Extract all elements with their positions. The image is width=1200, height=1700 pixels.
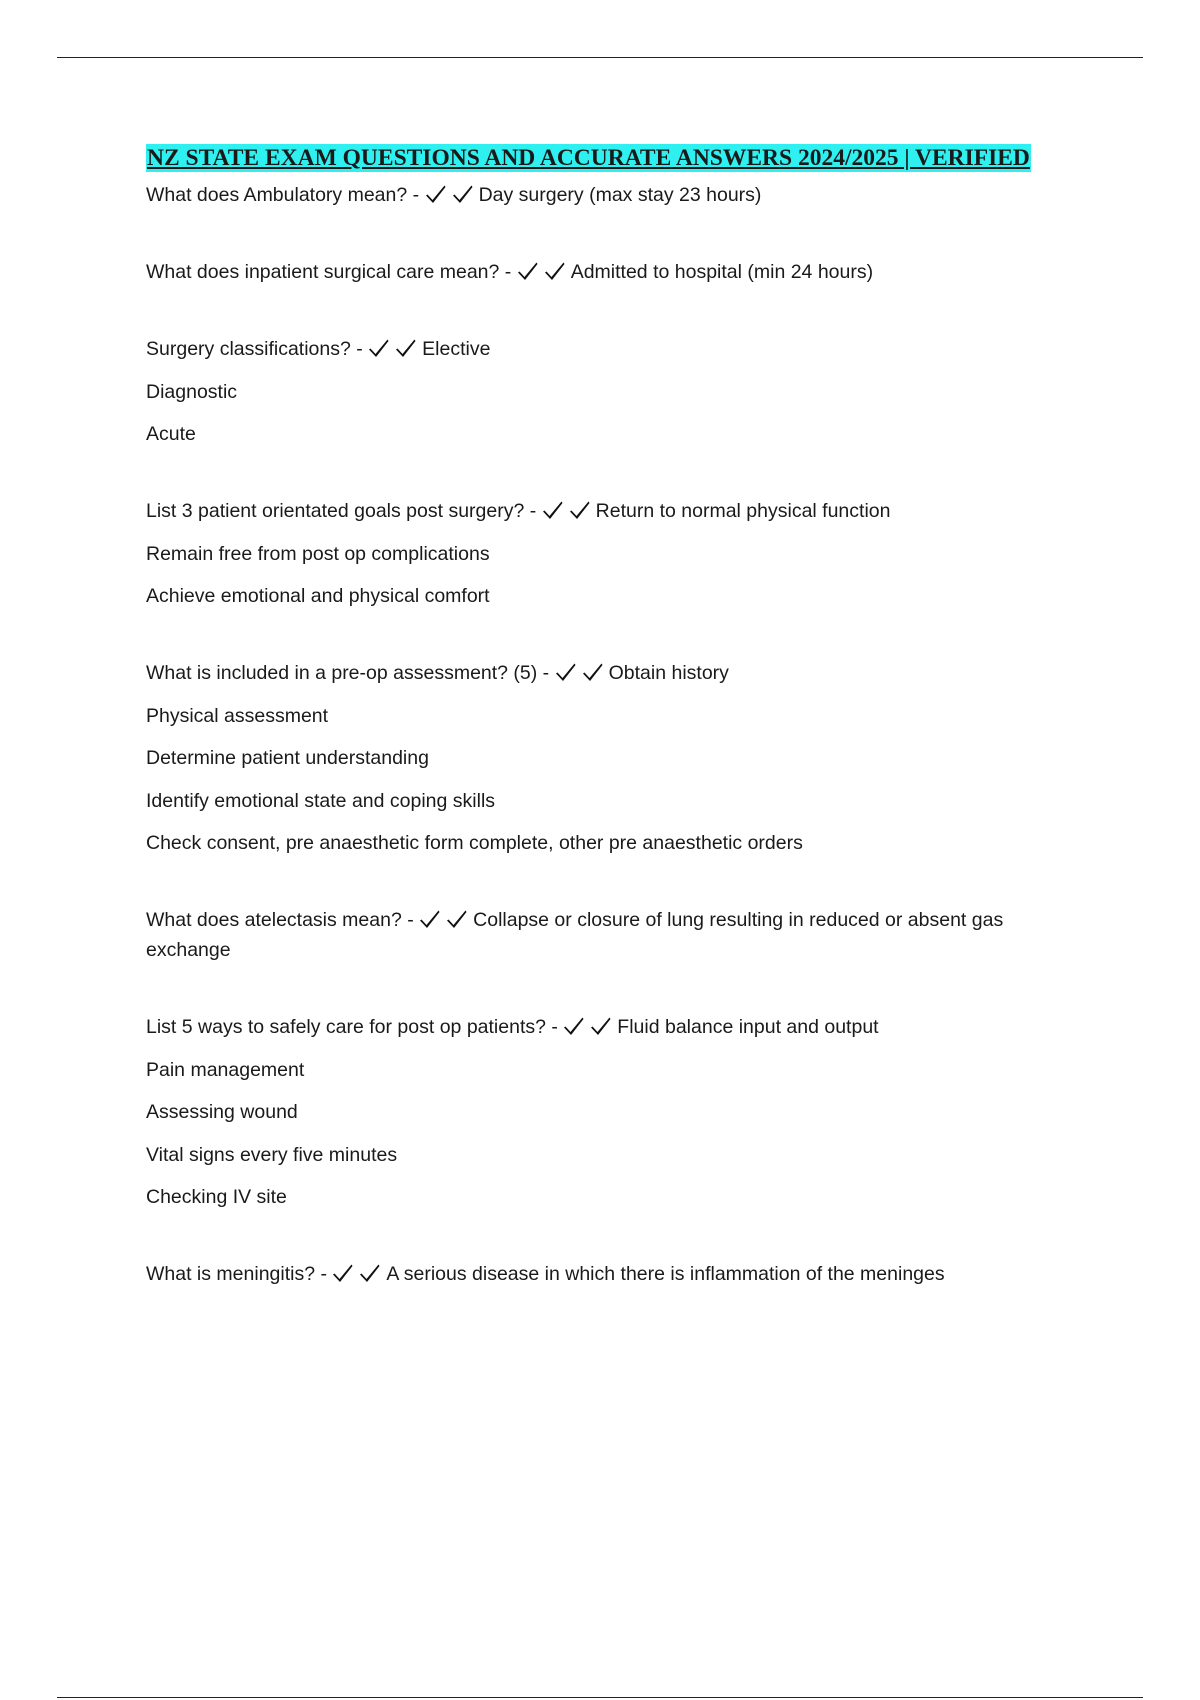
answer-text: Day surgery (max stay 23 hours) [478,184,762,206]
question-line [146,905,1066,965]
check-mark-icon [332,1261,359,1283]
check-mark-icon [452,182,479,204]
question-line [146,180,1066,210]
answer-text: Admitted to hospital (min 24 hours) [570,261,874,283]
check-mark-icon [419,907,446,929]
check-mark-icon [542,498,569,520]
check-mark-icon [544,259,571,281]
document-title: NZ STATE EXAM QUESTIONS AND ACCURATE ANSWERS 2024/2025 | VERIFIED [147,145,1030,171]
check-mark-icon [446,907,473,929]
footer-rule [57,1697,1143,1698]
answer-text: Obtain history [608,662,729,684]
question-text: What does Ambulatory mean? - [146,184,420,206]
question-text: List 5 ways to safely care for post op patients? - [146,1016,558,1038]
answer-line: Determine patient understanding [146,747,429,769]
question-text: Surgery classifications? - [146,338,363,360]
qa-item [146,334,1066,449]
check-mark-icon [569,498,596,520]
qa-item [146,905,1066,965]
question-text: List 3 patient orientated goals post surgery? - [146,500,537,522]
answer-line: Physical assessment [146,704,329,727]
answer-line: Checking IV site [146,1186,287,1208]
question-text: What is included in a pre-op assessment? (5) - [146,662,550,684]
question-line [146,496,1066,526]
check-mark-icon [555,660,582,682]
check-mark-icon [582,660,609,682]
answer-line: Diagnostic [146,380,238,403]
question-line [146,1012,1066,1042]
qa-item [146,496,1066,611]
qa-item [146,257,1066,287]
answer-text: Collapse or closure of lung resulting in reduced or absent gas exchange [146,909,1004,961]
header-rule [57,57,1143,58]
question-text: What does inpatient surgical care mean? - [146,261,512,283]
answer-text: Elective [422,338,491,360]
qa-item [146,1259,1066,1289]
answer-line: Achieve emotional and physical comfort [146,585,490,607]
question-line [146,1259,1066,1289]
qa-item [146,1012,1066,1212]
answer-line: Vital signs every five minutes [146,1143,398,1166]
answer-text: A serious disease in which there is inflammation of the meninges [386,1263,945,1285]
answer-text: Fluid balance input and output [617,1016,879,1038]
answer-line: Pain management [146,1058,305,1081]
qa-item [146,180,1066,210]
question-line [146,257,1066,287]
answer-line: Check consent, pre anaesthetic form complete, other pre anaesthetic orders [146,832,803,854]
check-mark-icon [368,336,395,358]
check-mark-icon [517,259,544,281]
question-line [146,334,1066,364]
check-mark-icon [590,1014,617,1036]
question-line [146,658,1066,688]
qa-list [146,180,1066,1289]
check-mark-icon [425,182,452,204]
check-mark-icon [359,1261,386,1283]
document-body [146,144,1066,1289]
answer-line: Acute [146,423,196,445]
answer-line: Identify emotional state and coping skills [146,789,496,812]
answer-text: Return to normal physical function [595,500,891,522]
qa-item [146,658,1066,858]
question-text: What does atelectasis mean? - [146,909,414,931]
question-text: What is meningitis? - [146,1263,327,1285]
answer-line: Remain free from post op complications [146,542,490,565]
check-mark-icon [395,336,422,358]
check-mark-icon [563,1014,590,1036]
answer-line: Assessing wound [146,1101,298,1123]
